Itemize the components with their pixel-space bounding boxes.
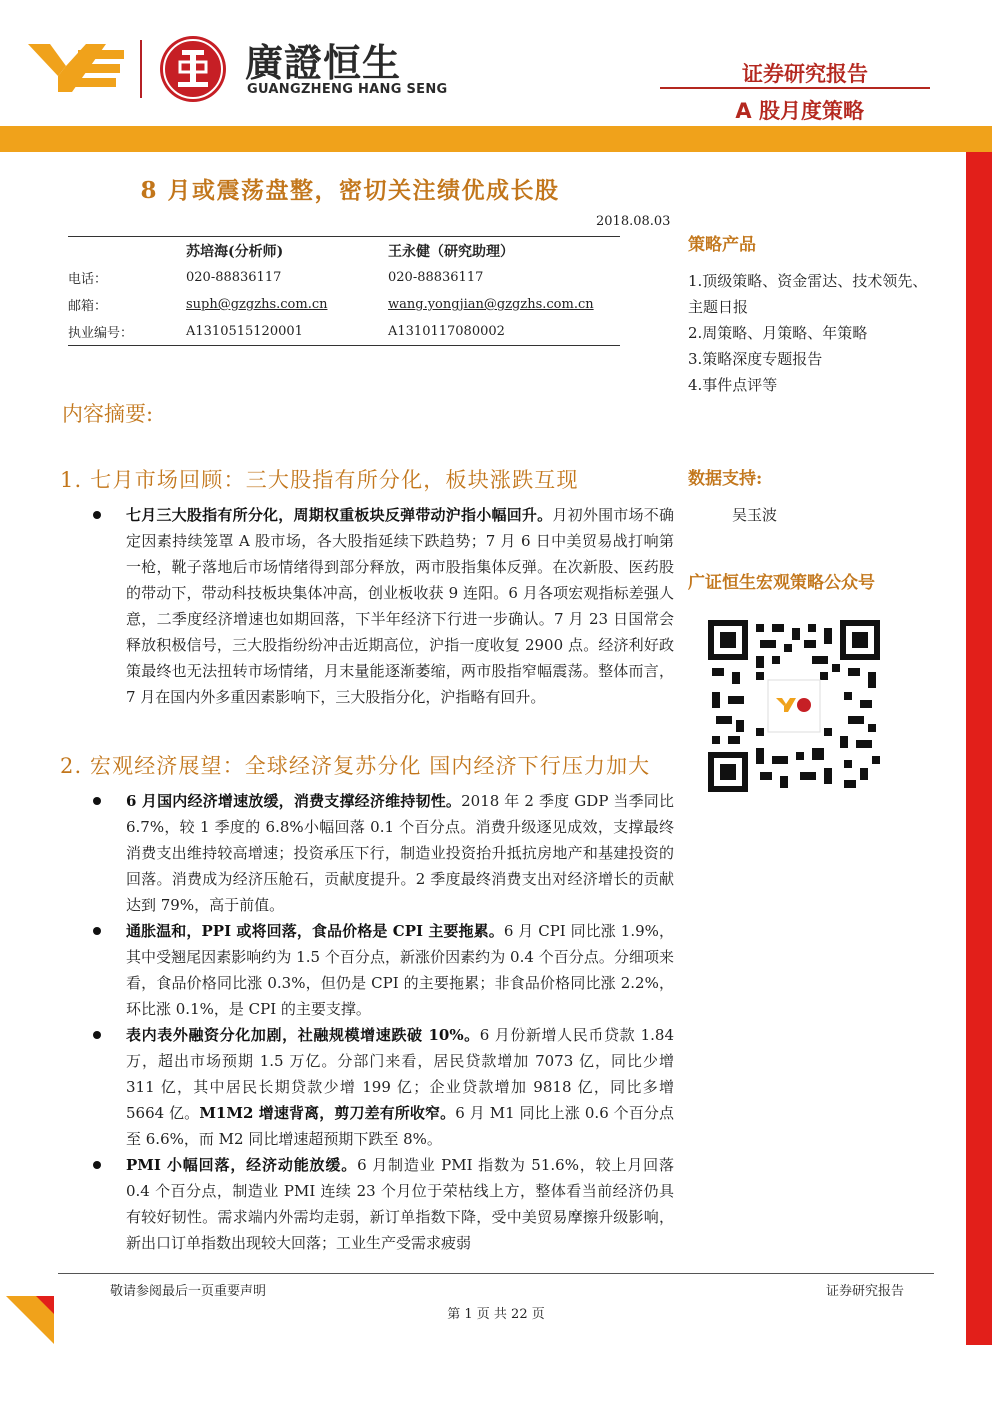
data-support-person: 吴玉波 <box>732 506 778 524</box>
company-logo-icon <box>28 40 126 96</box>
report-date: 2018.08.03 <box>596 214 671 229</box>
bullet-icon <box>93 797 101 805</box>
report-type-rule <box>660 87 930 89</box>
document-title: 8 月或震荡盘整，密切关注绩优成长股 <box>140 177 560 204</box>
bullet-icon <box>93 511 101 519</box>
list-item: 1.顶级策略、资金雷达、技术领先、 <box>688 272 928 290</box>
section-heading: 2. 宏观经济展望：全球经济复苏分化 国内经济下行压力加大 <box>60 754 651 778</box>
analyst-name: 苏培海(分析师) <box>186 243 284 260</box>
bullet-paragraph <box>126 1152 674 1256</box>
summary-heading: 内容摘要: <box>62 402 154 426</box>
header-band <box>0 126 992 152</box>
bullet-lead: 表内表外融资分化加剧，社融规模增速跌破 10%。 <box>126 1026 480 1044</box>
email-label: 邮箱： <box>68 299 108 314</box>
bullet-lead: 七月三大股指有所分化，周期权重板块反弹带动沪指小幅回升。 <box>126 506 553 524</box>
corner-triangle-icon <box>6 1296 54 1344</box>
bullet-secondary-lead: M1M2 增速背离，剪刀差有所收窄。 <box>199 1104 456 1122</box>
bullet-text: 6 月制造业 PMI 指数为 51.6%，较上月回落 0.4 个百分点，制造业 PMI 连续 23 个月位于荣枯线上方，整体看当前经济仍具有较好韧性。需求端内外需均走弱，新订单指数下降，受中美贸易摩擦升级影响，新出口订单指数出现较大回落；工业生产受需求疲弱 <box>126 1156 674 1252</box>
strategy-products-heading: 策略产品 <box>688 235 756 255</box>
report-subtype: A 股月度策略 <box>735 99 864 123</box>
report-type: 证券研究报告 <box>742 62 868 86</box>
bullet-text: 月初外围市场不确定因素持续笼罩 A 股市场，各大股指延续下跌趋势；7 月 6 日中美贸易战打响第一枪，靴子落地后市场情绪得到部分释放，两市股指集体反弹。在次新股、医药股的带动下，带动科技板块集体冲高，创业板收获 9 连阳。6 月各项宏观指标差强人意，二季度经济增速也如期回落，下半年经济下行进一步确认。7 月 23 日国常会释放积极信号，三大股指纷纷冲击近期高位，沪指一度收复 2900 点。经济利好政策最终也无法扭转市场情绪，月末量能逐渐萎缩，两市股指窄幅震荡。整体而言，7 月在国内外多重因素影响下，三大股指分化，沪指略有回升。 <box>126 506 674 706</box>
bullet-paragraph <box>126 788 674 918</box>
footer-report-type: 证券研究报告 <box>826 1284 905 1299</box>
phone-label: 电话： <box>68 272 108 287</box>
wechat-heading: 广证恒生宏观策略公众号 <box>688 573 875 593</box>
license-label: 执业编号： <box>68 326 134 341</box>
bullet-icon <box>93 1031 101 1039</box>
brand-seal-icon <box>160 36 226 102</box>
analyst-license: A1310515120001 <box>186 324 303 339</box>
bullet-text: 2018 年 2 季度 GDP 当季同比 6.7%，较 1 季度的 6.8%小幅回落 0.1 个百分点。消费升级逐见成效，支撑最终消费支出维持较高增速；投资承压下行，制造业投资抬升抵抗房地产和基建投资的回落。消费成为经济压舱石，贡献度提升。2 季度最终消费支出对经济增长的贡献达到 79%，高于前值。 <box>126 792 674 914</box>
list-item: 2.周策略、月策略、年策略 <box>688 324 868 342</box>
bullet-lead: 6 月国内经济增速放缓，消费支撑经济维持韧性。 <box>126 792 462 810</box>
assistant-license: A1310117080002 <box>388 324 505 339</box>
right-edge-bar <box>966 152 992 1345</box>
strategy-products-list <box>688 268 958 398</box>
assistant-phone: 020-88836117 <box>388 270 484 285</box>
list-item: 主题日报 <box>688 298 749 316</box>
data-support-heading: 数据支持: <box>688 469 763 489</box>
footer-rule <box>58 1273 934 1274</box>
bullet-paragraph <box>126 1022 674 1152</box>
list-item: 4.事件点评等 <box>688 376 778 394</box>
footer-disclaimer: 敬请参阅最后一页重要声明 <box>110 1284 267 1299</box>
analyst-table <box>68 236 620 346</box>
bullet-icon <box>93 927 101 935</box>
qr-code-icon[interactable] <box>708 620 880 792</box>
email-row <box>68 291 620 318</box>
bullet-lead: 通胀温和，PPI 或将回落，食品价格是 CPI 主要拖累。 <box>126 922 504 940</box>
brand-name-english: GUANGZHENG HANG SENG <box>247 82 448 97</box>
bullet-text: 6 月份新增人民币贷款 1.84 万，超出市场预期 1.5 万亿。分部门来看，居民贷款增加 7073 亿，同比少增 311 亿，其中居民长期贷款少增 199 亿；企业贷款增加 9818 亿，同比多增 5664 亿。 <box>126 1026 674 1122</box>
bullet-lead: PMI 小幅回落，经济动能放缓。 <box>126 1156 358 1174</box>
bullet-paragraph <box>126 502 674 710</box>
bullet-paragraph <box>126 918 674 1022</box>
brand-name-chinese: 廣證恒生 <box>245 41 402 85</box>
bullet-icon <box>93 1161 101 1169</box>
bullet-text: 6 月 CPI 同比涨 1.9%，其中受翘尾因素影响约为 1.5 个百分点，新涨价因素约为 0.4 个百分点。分细项来看，食品价格同比涨 0.3%，但仍是 CPI 的主要拖累；非食品价格同比涨 2.2%，环比涨 0.1%，是 CPI 的主要支撑。 <box>126 922 674 1018</box>
assistant-name: 王永健（研究助理） <box>388 243 514 260</box>
assistant-email-link[interactable]: wang.yongjian@gzgzhs.com.cn <box>388 297 594 312</box>
phone-row <box>68 264 620 291</box>
analyst-email-link[interactable]: suph@gzgzhs.com.cn <box>186 297 328 312</box>
license-row <box>68 318 620 346</box>
section-heading: 1. 七月市场回顾：三大股指有所分化，板块涨跌互现 <box>60 468 579 492</box>
analyst-name-row <box>68 237 620 265</box>
page-number: 第 1 页 共 22 页 <box>447 1307 545 1322</box>
bullet-secondary-text: 6 月 M1 同比上涨 0.6 个百分点至 6.6%，而 M2 同比增速超预期下跌至 8%。 <box>126 1104 674 1148</box>
logo-divider <box>140 40 142 98</box>
list-item: 3.策略深度专题报告 <box>688 350 823 368</box>
analyst-phone: 020-88836117 <box>186 270 282 285</box>
